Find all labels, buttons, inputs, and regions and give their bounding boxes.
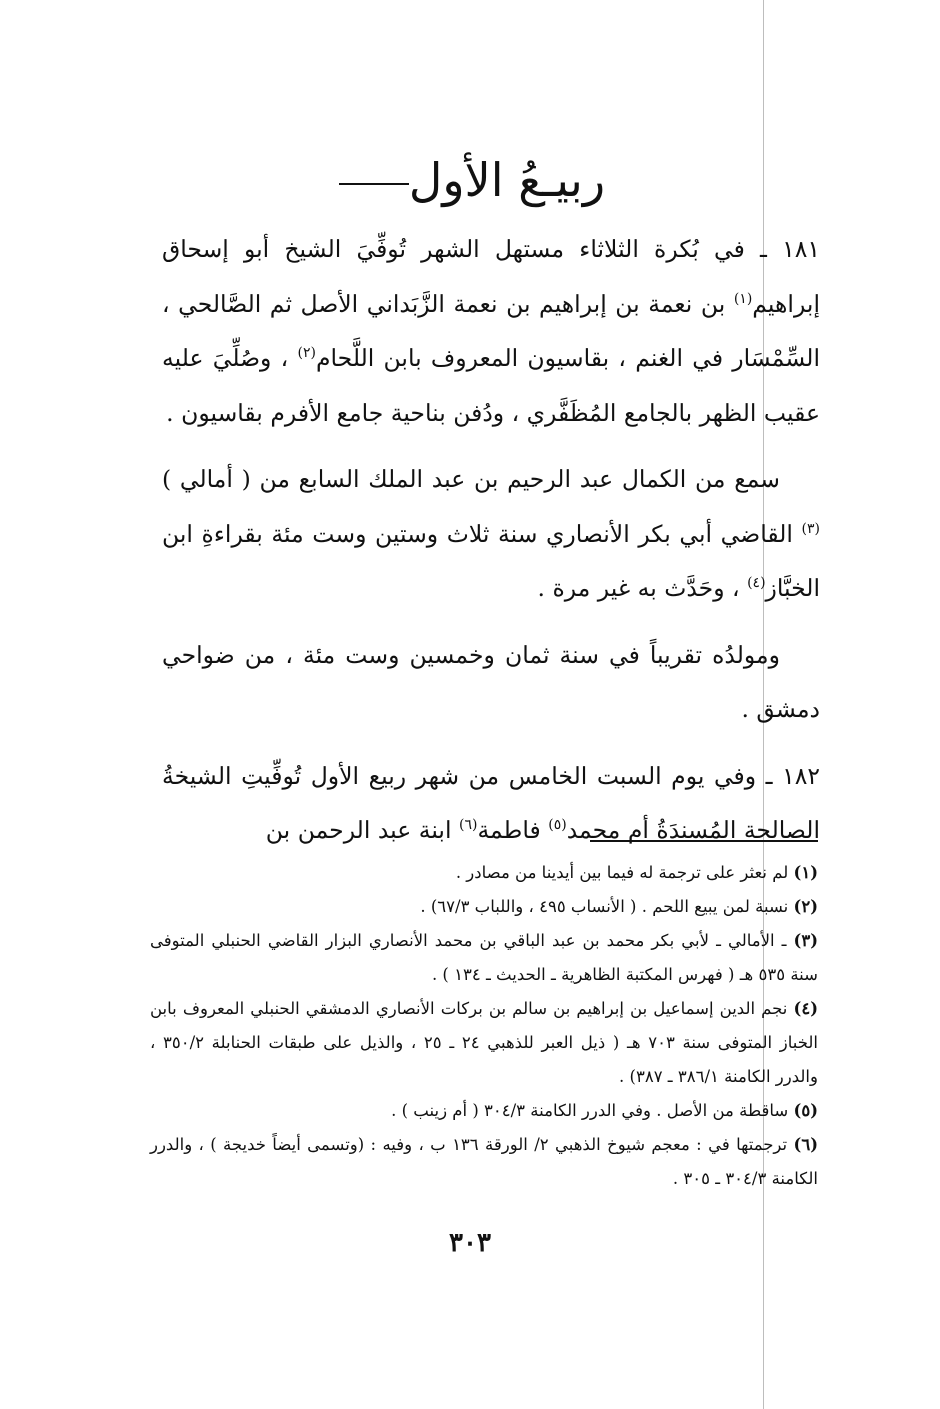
footnote-ref[interactable]: (٢) — [297, 345, 316, 362]
footnote-3: (٣) ـ الأمالي ـ لأبي بكر محمد بن عبد الباقي بن محمد الأنصاري البزار القاضي الحنبلي المتوفى سنة ٥٣٥ هـ ( فهرس المكتبة الظاهرية ـ الحديث ـ ١٣٤ ) . — [150, 931, 818, 984]
chapter-heading-text: ربيـعُ الأول — [408, 153, 606, 207]
footnote-2: (٢) نسبة لمن يبيع اللحم . ( الأنساب ٤٩٥ ، واللباب ٦٧/٣) . — [420, 897, 818, 916]
page-number: ٣٠٣ — [449, 1228, 491, 1258]
paragraph-heard-from: سمع من الكمال عبد الرحيم بن عبد الملك السابع من ( أمالي )$^{(٣)}$ القاضي أبي بكر الأنصاري سنة ثلاث وستين وست مئة بقراءةِ ابن الخبَّاز$^{(٤)}$ ، وحَدَّث به غير مرة . — [162, 465, 820, 602]
paragraph-entry-182: ١٨٢ ـ وفي يوم السبت الخامس من شهر ربيع الأول تُوفِّيتِ الشيخةُ الصالحة المُسندَةُ أم محمد$^{(٥)}$ فاطمة$^{(٦)}$ ابنة عبد الرحمن بن — [162, 761, 820, 844]
paragraph-entry-181: ١٨١ ـ في بُكرة الثلاثاء مستهل الشهر تُوفِّيَ الشيخ أبو إسحاق إبراهيم$^{(١)}$ بن نعمة بن إبراهيم بن نعمة الزَّبَداني الأصل ثم الصَّالحي ، السِّمْسَار في الغنم ، بقاسيون المعروف بابن اللَّحام$^{(٢)}$ ، وصُلِّيَ عليه عقيب الظهر بالجامع المُظَفَّري ، ودُفن بناحية جامع الأفرم بقاسيون . — [162, 235, 820, 427]
footnote-ref[interactable]: (٤) — [747, 575, 766, 592]
footnote-divider — [590, 840, 818, 842]
footnote-1: (١) لم نعثر على ترجمة له فيما بين أيدينا من مصادر . — [455, 863, 818, 882]
footnote-6: (٦) ترجمتها في : معجم شيوخ الذهبي ٢/ الورقة ١٣٦ ب ، وفيه : (وتسمى أيضاً خديجة ) ، والدرر الكامنة ٣٠٤/٣ ـ ٣٠٥ . — [150, 1135, 818, 1188]
main-text — [162, 222, 820, 870]
chapter-heading — [0, 150, 940, 210]
footnote-ref[interactable]: (١) — [733, 290, 753, 307]
footnotes — [150, 856, 818, 1196]
footnote-ref[interactable]: (٣) — [801, 520, 820, 537]
heading-kashida-decoration — [339, 183, 409, 185]
footnote-ref[interactable]: (٥) — [548, 817, 567, 834]
footnote-4: (٤) نجم الدين إسماعيل بن إبراهيم بن سالم بن بركات الأنصاري الدمشقي الحنبلي المعروف بابن الخباز المتوفى سنة ٧٠٣ هـ ( ذيل العبر للذهبي ٢٤ ـ ٢٥ ، والذيل على طبقات الحنابلة ٣٥٠/٢ ، والدرر الكامنة ٣٨٦/١ ـ ٣٨٧) . — [150, 999, 818, 1086]
paragraph-birth: ومولدُه تقريباً في سنة ثمان وخمسين وست مئة ، من ضواحي دمشق . — [162, 640, 820, 723]
footnote-ref[interactable]: (٦) — [458, 817, 478, 834]
footnote-5: (٥) ساقطة من الأصل . وفي الدرر الكامنة ٣٠٤/٣ ( أم زينب ) . — [391, 1101, 818, 1120]
